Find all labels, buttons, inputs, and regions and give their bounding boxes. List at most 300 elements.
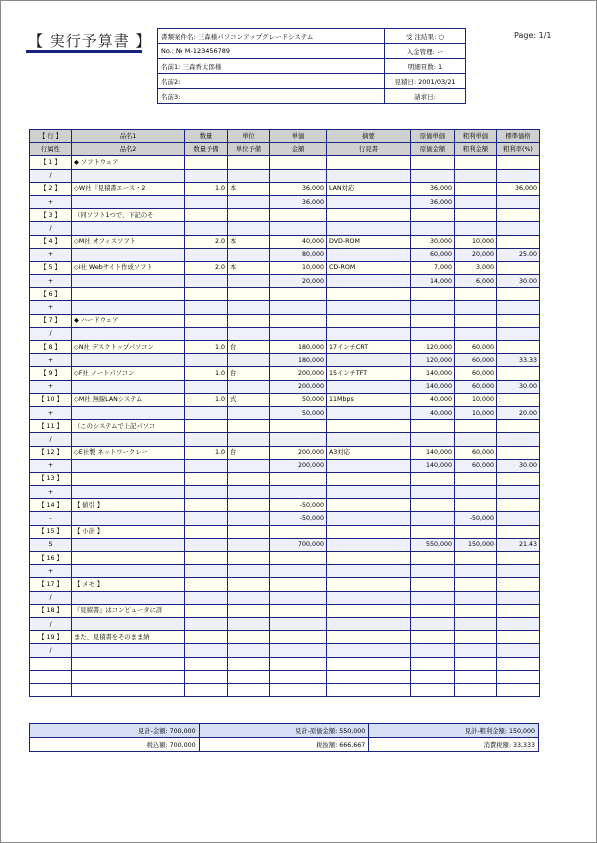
cell-profit: -50,000: [455, 512, 497, 525]
cell-note: [327, 499, 411, 512]
cell-line: /: [30, 433, 72, 446]
cell-std: 30.00: [497, 275, 540, 288]
cell-qty: [185, 354, 228, 367]
cell-note: [327, 486, 411, 499]
cell-cost: 140,000: [411, 459, 455, 472]
cell-unit: [228, 644, 270, 657]
cell-item: [72, 565, 185, 578]
cell-qty: [185, 512, 228, 525]
cell-cost: [411, 301, 455, 314]
cell-price: -50,000: [270, 512, 327, 525]
table-row: [30, 393, 540, 406]
blank-cell: [185, 657, 228, 670]
cell-item: （同ソフト1つで、下記のそ: [72, 209, 185, 222]
table-row: [30, 406, 540, 419]
cell-note: [327, 420, 411, 433]
header-profit: 粗利金額: [455, 143, 497, 156]
table-row: [30, 261, 540, 274]
cell-item: [72, 169, 185, 182]
cell-unit: [228, 248, 270, 261]
blank-cell: [327, 657, 411, 670]
cell-unit: [228, 459, 270, 472]
cell-item: ◇F社 ノートパソコン: [72, 367, 185, 380]
cell-item: [72, 552, 185, 565]
table-row: [30, 156, 540, 169]
table-row: [30, 341, 540, 354]
cell-line: /: [30, 222, 72, 235]
cell-unit: [228, 288, 270, 301]
cell-item: [72, 406, 185, 419]
cell-profit: [455, 314, 497, 327]
table-row: [30, 248, 540, 261]
cell-unit: [228, 169, 270, 182]
cell-qty: 1.0: [185, 367, 228, 380]
cell-profit: [455, 617, 497, 630]
blank-cell: [72, 657, 185, 670]
page-number: Page: 1/1: [514, 31, 552, 40]
header-line: 行属性: [30, 143, 72, 156]
cell-note: [327, 578, 411, 591]
cell-line: 【 3 】: [30, 209, 72, 222]
blank-cell: [497, 670, 540, 683]
cell-line: 【 14 】: [30, 499, 72, 512]
cell-qty: [185, 604, 228, 617]
table-row: [30, 288, 540, 301]
cell-qty: [185, 552, 228, 565]
cell-note: [327, 644, 411, 657]
cell-unit: [228, 195, 270, 208]
header-note: 行見書: [327, 143, 411, 156]
cell-unit: 本: [228, 261, 270, 274]
cell-profit: 10,000: [455, 235, 497, 248]
cell-line: +: [30, 275, 72, 288]
cell-unit: [228, 578, 270, 591]
cell-profit: [455, 209, 497, 222]
cell-qty: [185, 195, 228, 208]
cell-cost: [411, 169, 455, 182]
table-row: [30, 327, 540, 340]
cell-item: [72, 433, 185, 446]
cell-profit: [455, 472, 497, 485]
cell-unit: [228, 406, 270, 419]
cell-qty: 1.0: [185, 393, 228, 406]
blank-cell: [455, 657, 497, 670]
table-row: [30, 380, 540, 393]
cell-line: +: [30, 248, 72, 261]
cell-std: [497, 578, 540, 591]
cell-cost: [411, 486, 455, 499]
cell-unit: [228, 631, 270, 644]
cell-profit: [455, 327, 497, 340]
cell-qty: [185, 275, 228, 288]
cell-qty: [185, 433, 228, 446]
cell-profit: 60,000: [455, 354, 497, 367]
cell-note: [327, 380, 411, 393]
cell-unit: [228, 499, 270, 512]
cell-cost: [411, 525, 455, 538]
cell-std: 36,000: [497, 182, 540, 195]
cell-std: [497, 486, 540, 499]
cell-price: -50,000: [270, 499, 327, 512]
cell-line: 【 4 】: [30, 235, 72, 248]
cell-profit: 60,000: [455, 367, 497, 380]
cell-std: [497, 591, 540, 604]
cell-profit: 150,000: [455, 538, 497, 551]
cell-item: ◇N社 デスクトップパソコン: [72, 341, 185, 354]
cell-profit: 10,000: [455, 393, 497, 406]
cell-note: [327, 209, 411, 222]
cell-item: ◇E社製 ネットワークレー: [72, 446, 185, 459]
table-row: [30, 499, 540, 512]
header-profit: 粗利単価: [455, 130, 497, 143]
cell-line: 【 12 】: [30, 446, 72, 459]
cell-qty: 1.0: [185, 182, 228, 195]
cell-qty: [185, 327, 228, 340]
cell-qty: [185, 538, 228, 551]
cell-unit: 本: [228, 235, 270, 248]
cell-note: [327, 301, 411, 314]
blank-cell: [497, 657, 540, 670]
cell-price: [270, 156, 327, 169]
cell-item: 【 小計 】: [72, 525, 185, 538]
table-row: [30, 486, 540, 499]
cell-note: 17インチCRT: [327, 341, 411, 354]
cell-price: [270, 578, 327, 591]
cell-std: [497, 341, 540, 354]
table-row: [30, 314, 540, 327]
cell-price: 200,000: [270, 459, 327, 472]
cell-profit: [455, 578, 497, 591]
cell-note: DVD-ROM: [327, 235, 411, 248]
table-row: [30, 472, 540, 485]
cell-std: 21.43: [497, 538, 540, 551]
table-row: [30, 195, 540, 208]
cell-std: 30.00: [497, 380, 540, 393]
cell-price: [270, 617, 327, 630]
cell-note: [327, 472, 411, 485]
header-qty: 数量予備: [185, 143, 228, 156]
cell-price: 200,000: [270, 380, 327, 393]
cell-profit: 60,000: [455, 341, 497, 354]
cell-line: 【 17 】: [30, 578, 72, 591]
cell-line: +: [30, 380, 72, 393]
cell-price: 36,000: [270, 195, 327, 208]
cell-std: [497, 156, 540, 169]
consumption-tax: 消費税額: 33,333: [369, 738, 539, 752]
cell-item: ◇I社 Webサイト作成ソフト: [72, 261, 185, 274]
cell-unit: [228, 314, 270, 327]
cell-price: 36,000: [270, 182, 327, 195]
cell-std: [497, 327, 540, 340]
cell-item: [72, 301, 185, 314]
cell-qty: [185, 288, 228, 301]
cell-item: ◇W社『見積書エース・2: [72, 182, 185, 195]
cell-profit: 6,000: [455, 275, 497, 288]
blank-cell: [228, 670, 270, 683]
table-row: [30, 169, 540, 182]
cell-item: [72, 288, 185, 301]
cell-unit: [228, 380, 270, 393]
cell-price: 200,000: [270, 367, 327, 380]
cell-qty: [185, 631, 228, 644]
cell-cost: [411, 472, 455, 485]
cell-line: 【 10 】: [30, 393, 72, 406]
cell-qty: [185, 301, 228, 314]
table-row: [30, 644, 540, 657]
cell-profit: 60,000: [455, 446, 497, 459]
cell-note: [327, 631, 411, 644]
cell-profit: [455, 222, 497, 235]
cell-cost: [411, 314, 455, 327]
cell-item: [72, 512, 185, 525]
blank-cell: [270, 683, 327, 696]
cell-line: S: [30, 538, 72, 551]
cell-line: +: [30, 486, 72, 499]
cell-line: 【 1 】: [30, 156, 72, 169]
cell-price: [270, 591, 327, 604]
cell-unit: [228, 617, 270, 630]
cell-price: 700,000: [270, 538, 327, 551]
cell-std: [497, 617, 540, 630]
blank-cell: [30, 683, 72, 696]
cell-cost: 7,000: [411, 261, 455, 274]
cell-unit: [228, 472, 270, 485]
cell-line: 【 11 】: [30, 420, 72, 433]
cell-qty: [185, 591, 228, 604]
cell-cost: [411, 644, 455, 657]
cell-line: 【 9 】: [30, 367, 72, 380]
cell-qty: [185, 420, 228, 433]
cell-std: [497, 433, 540, 446]
cell-note: 11Mbps: [327, 393, 411, 406]
header-std: 標準価格: [497, 130, 540, 143]
table-row: [30, 209, 540, 222]
cell-price: [270, 420, 327, 433]
cell-cost: 550,000: [411, 538, 455, 551]
cell-item: [72, 538, 185, 551]
cell-cost: 140,000: [411, 380, 455, 393]
cell-unit: [228, 591, 270, 604]
cell-note: [327, 195, 411, 208]
cell-item: [72, 644, 185, 657]
cell-unit: [228, 275, 270, 288]
cell-note: CD-ROM: [327, 261, 411, 274]
cell-unit: [228, 565, 270, 578]
cell-profit: [455, 631, 497, 644]
cell-note: [327, 552, 411, 565]
cell-qty: [185, 565, 228, 578]
cell-cost: [411, 156, 455, 169]
cell-price: 200,000: [270, 446, 327, 459]
cell-line: 【 16 】: [30, 552, 72, 565]
cell-price: 180,000: [270, 354, 327, 367]
cell-profit: [455, 433, 497, 446]
cell-qty: [185, 459, 228, 472]
order-result: 受 注結果: ○: [385, 29, 466, 44]
cell-price: 20,000: [270, 275, 327, 288]
header-std: 粗利率(%): [497, 143, 540, 156]
cell-profit: 3,000: [455, 261, 497, 274]
table-row: [30, 367, 540, 380]
blank-row: [30, 683, 540, 696]
cell-price: 50,000: [270, 393, 327, 406]
cell-note: [327, 512, 411, 525]
cell-qty: [185, 209, 228, 222]
totals-table: [29, 723, 539, 752]
cell-std: [497, 209, 540, 222]
cell-cost: [411, 512, 455, 525]
blank-cell: [455, 670, 497, 683]
cell-line: 【 6 】: [30, 288, 72, 301]
header-line: 【 行 】: [30, 130, 72, 143]
cell-qty: [185, 578, 228, 591]
cell-unit: [228, 552, 270, 565]
cell-price: [270, 327, 327, 340]
blank-cell: [327, 670, 411, 683]
cell-std: [497, 195, 540, 208]
cell-note: [327, 433, 411, 446]
document-title: 【 実行予算書 】: [28, 32, 152, 50]
header-row: [30, 143, 540, 156]
doc-no: No.: № M-123456789: [158, 44, 385, 59]
cell-profit: [455, 195, 497, 208]
cell-std: [497, 420, 540, 433]
cell-note: [327, 525, 411, 538]
cell-item: ◆ ソフトウェア: [72, 156, 185, 169]
cell-price: [270, 631, 327, 644]
cell-price: [270, 209, 327, 222]
cell-std: [497, 169, 540, 182]
tax-excluded: 税抜額: 666,667: [199, 738, 369, 752]
cell-std: 30.00: [497, 459, 540, 472]
blank-cell: [411, 670, 455, 683]
cell-line: +: [30, 565, 72, 578]
blank-cell: [497, 683, 540, 696]
cell-note: [327, 406, 411, 419]
blank-cell: [327, 683, 411, 696]
table-row: [30, 565, 540, 578]
cell-profit: [455, 182, 497, 195]
cell-line: /: [30, 169, 72, 182]
cell-note: [327, 275, 411, 288]
invoice-date: 請求日:: [385, 89, 466, 104]
cell-price: [270, 525, 327, 538]
cell-price: [270, 565, 327, 578]
cell-profit: [455, 288, 497, 301]
blank-row: [30, 670, 540, 683]
table-row: [30, 578, 540, 591]
cell-price: [270, 301, 327, 314]
blank-cell: [30, 670, 72, 683]
blank-cell: [411, 683, 455, 696]
cell-line: +: [30, 301, 72, 314]
cell-line: 【 2 】: [30, 182, 72, 195]
cell-cost: [411, 288, 455, 301]
cell-line: /: [30, 327, 72, 340]
blank-cell: [411, 657, 455, 670]
cell-cost: 40,000: [411, 393, 455, 406]
cell-item: ◇M社 無線LANシステム: [72, 393, 185, 406]
table-row: [30, 617, 540, 630]
cell-item: [72, 248, 185, 261]
cell-unit: [228, 222, 270, 235]
cell-unit: [228, 327, 270, 340]
cell-item: [72, 617, 185, 630]
cell-price: [270, 486, 327, 499]
cell-price: [270, 644, 327, 657]
cell-qty: [185, 314, 228, 327]
cell-std: [497, 525, 540, 538]
cell-qty: 2.0: [185, 235, 228, 248]
cell-profit: [455, 156, 497, 169]
title-underline: [26, 50, 142, 53]
cell-price: [270, 433, 327, 446]
cell-unit: [228, 486, 270, 499]
cell-item: 【 メモ 】: [72, 578, 185, 591]
cell-std: 33.33: [497, 354, 540, 367]
header-item: 品名2: [72, 143, 185, 156]
cell-cost: [411, 420, 455, 433]
header-qty: 数量: [185, 130, 228, 143]
cell-cost: [411, 617, 455, 630]
cell-std: [497, 235, 540, 248]
cell-std: [497, 446, 540, 459]
cell-line: 【 7 】: [30, 314, 72, 327]
table-row: [30, 354, 540, 367]
cell-note: [327, 354, 411, 367]
cell-unit: [228, 433, 270, 446]
tax-included: 税込額: 700,000: [30, 738, 200, 752]
cell-line: -: [30, 512, 72, 525]
cell-cost: 120,000: [411, 341, 455, 354]
cell-line: +: [30, 354, 72, 367]
cell-price: [270, 288, 327, 301]
cell-cost: [411, 604, 455, 617]
cell-std: [497, 314, 540, 327]
cell-qty: [185, 380, 228, 393]
cell-unit: [228, 538, 270, 551]
cell-qty: [185, 644, 228, 657]
table-row: [30, 552, 540, 565]
cell-note: 15インチTFT: [327, 367, 411, 380]
cell-price: [270, 552, 327, 565]
cell-price: [270, 169, 327, 182]
total-profit: 見計-粗利金額: 150,000: [369, 724, 539, 738]
cell-price: [270, 604, 327, 617]
table-row: [30, 235, 540, 248]
cell-std: [497, 499, 540, 512]
cell-qty: [185, 156, 228, 169]
name2: 名前2:: [158, 74, 385, 89]
cell-profit: [455, 552, 497, 565]
cell-note: [327, 156, 411, 169]
cell-unit: [228, 604, 270, 617]
cell-line: /: [30, 591, 72, 604]
cell-std: 20.00: [497, 406, 540, 419]
cell-profit: [455, 486, 497, 499]
cell-note: [327, 459, 411, 472]
cell-std: [497, 565, 540, 578]
cell-note: [327, 565, 411, 578]
cell-unit: [228, 301, 270, 314]
cell-note: [327, 617, 411, 630]
cell-profit: [455, 565, 497, 578]
table-row: [30, 446, 540, 459]
cell-price: 40,000: [270, 235, 327, 248]
cell-item: [72, 327, 185, 340]
header-note: 摘要: [327, 130, 411, 143]
cell-cost: 120,000: [411, 354, 455, 367]
